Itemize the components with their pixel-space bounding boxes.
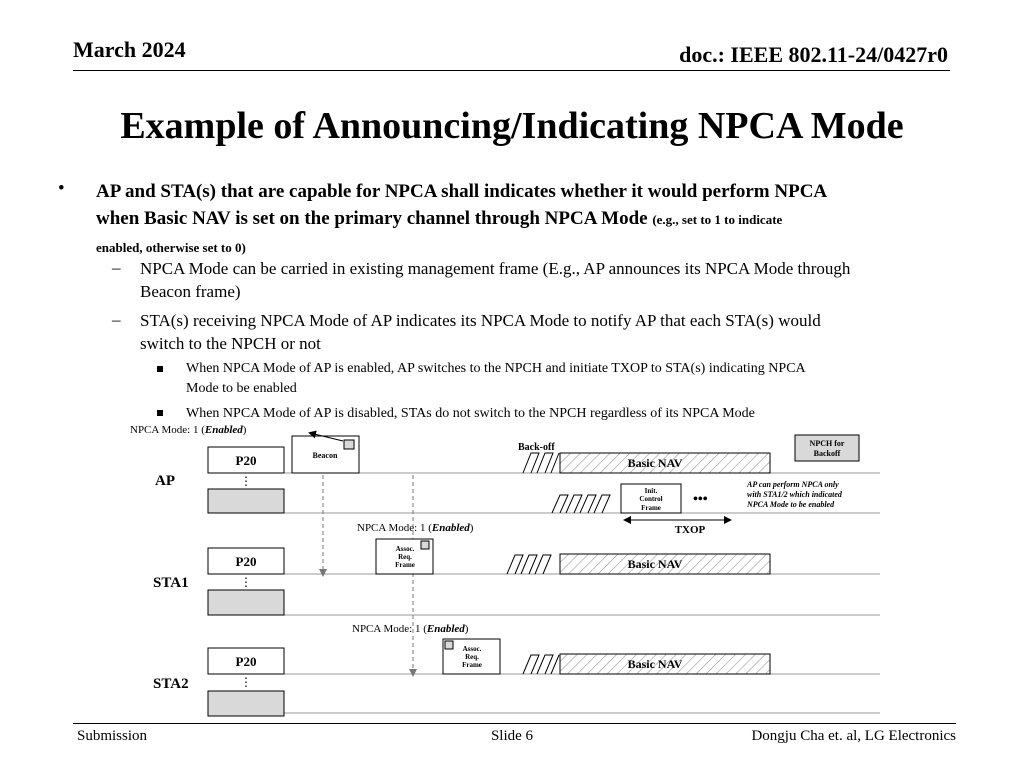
row-label-ap: AP <box>155 473 175 489</box>
sta2-channels <box>208 648 284 716</box>
header-doc-id: doc.: IEEE 802.11-24/0427r0 <box>679 42 948 67</box>
dash-marker: – <box>112 310 121 329</box>
sub-sub-bullet-1-line2: Mode to be enabled <box>186 381 297 396</box>
sta1-npca-mode-label: NPCA Mode: 1 (Enabled) <box>357 522 474 534</box>
main-bullet-line1: AP and STA(s) that are capable for NPCA shall indicates whether it would perform NPCA <box>96 181 828 202</box>
ap-backoff-slots <box>523 453 559 473</box>
ap-npca-mode-label: NPCA Mode: 1 (Enabled) <box>130 424 247 436</box>
p20-label: P20 <box>235 554 257 569</box>
npca-note-line2: with STA1/2 which indicated <box>747 490 842 499</box>
npca-note-line1: AP can perform NPCA only <box>747 480 839 489</box>
square-bullet-marker <box>157 366 163 372</box>
beacon-frame <box>292 433 359 473</box>
backoff-label: Back-off <box>518 442 555 453</box>
sub-bullet-2-line1: STA(s) receiving NPCA Mode of AP indicates its NPCA Mode to notify AP that each STA(s) would <box>140 311 821 330</box>
main-bullet <box>96 178 986 261</box>
sub-sub-bullet-1-line1: When NPCA Mode of AP is enabled, AP switches to the NPCH and initiate TXOP to STA(s) indicating NPCA <box>186 361 806 376</box>
assoc-label-2: Req. <box>465 653 479 661</box>
init-label-1: Init. <box>644 487 658 495</box>
sub-bullet-2-line2: switch to the NPCH or not <box>140 334 321 353</box>
header-rule <box>73 70 950 71</box>
npch-backoff-label-1: NPCH for <box>809 439 845 448</box>
sta1-assoc-req-frame <box>376 539 433 574</box>
npch-backoff-label-2: Backoff <box>813 449 841 458</box>
assoc-label-1: Assoc. <box>462 645 482 653</box>
channel-dots: ⋮ <box>240 474 252 488</box>
assoc-label-3: Frame <box>462 661 482 669</box>
main-bullet-note2: enabled, otherwise set to 0) <box>96 240 246 255</box>
sta1-basic-nav-label: Basic NAV <box>627 557 683 571</box>
p20-label: P20 <box>235 654 257 669</box>
footer-rule <box>73 723 956 724</box>
init-label-2: Control <box>639 495 663 503</box>
footer-left: Submission <box>77 728 148 744</box>
channel-dots: ⋮ <box>240 675 252 689</box>
sub-bullet-2 <box>140 309 985 355</box>
sta2-assoc-req-frame <box>443 639 500 674</box>
init-label-3: Frame <box>641 504 661 512</box>
dash-marker: – <box>112 258 121 277</box>
sta1-backoff-slots <box>507 555 551 574</box>
txop-label: TXOP <box>674 524 706 536</box>
beacon-label: Beacon <box>312 451 338 460</box>
npca-note-line3: NPCA Mode to be enabled <box>747 500 835 509</box>
assoc-label-3: Frame <box>395 561 415 569</box>
row-label-sta2: STA2 <box>153 676 189 692</box>
header-date: March 2024 <box>73 37 186 62</box>
channel-dots: ⋮ <box>240 575 252 589</box>
assoc-label-1: Assoc. <box>395 545 415 553</box>
footer-slide-number: Slide 6 <box>490 728 534 744</box>
sta1-channels <box>208 548 284 615</box>
sub-bullet-1-line2: Beacon frame) <box>140 282 241 301</box>
sta2-npca-mode-label: NPCA Mode: 1 (Enabled) <box>352 623 469 635</box>
ap-npch-backoff-slots <box>552 495 610 513</box>
sta2-backoff-slots <box>523 655 559 674</box>
sub-bullet-1 <box>140 257 985 303</box>
slide-title: Example of Announcing/Indicating NPCA Mode <box>120 105 904 147</box>
ap-channels <box>208 447 284 513</box>
main-bullet-line2: when Basic NAV is set on the primary channel through NPCA Mode <box>96 208 648 229</box>
npca-timing-diagram <box>125 423 885 721</box>
main-bullet-note: (e.g., set to 1 to indicate <box>652 212 783 227</box>
p20-label: P20 <box>235 453 257 468</box>
bullet-marker: • <box>58 178 65 199</box>
assoc-label-2: Req. <box>398 553 412 561</box>
sub-sub-bullet-1 <box>186 359 956 399</box>
sta2-basic-nav-label: Basic NAV <box>627 657 683 671</box>
ap-basic-nav-label: Basic NAV <box>627 456 683 470</box>
ellipsis: ••• <box>693 492 708 507</box>
footer-author: Dongju Cha et. al, LG Electronics <box>751 728 956 744</box>
square-bullet-marker <box>157 410 163 416</box>
row-label-sta1: STA1 <box>153 575 189 591</box>
sub-bullet-1-line1: NPCA Mode can be carried in existing management frame (E.g., AP announces its NPCA Mode through <box>140 259 851 278</box>
sub-sub-bullet-2: When NPCA Mode of AP is disabled, STAs do not switch to the NPCH regardless of its NPCA Mode <box>186 406 755 421</box>
channel-lines <box>210 473 880 713</box>
